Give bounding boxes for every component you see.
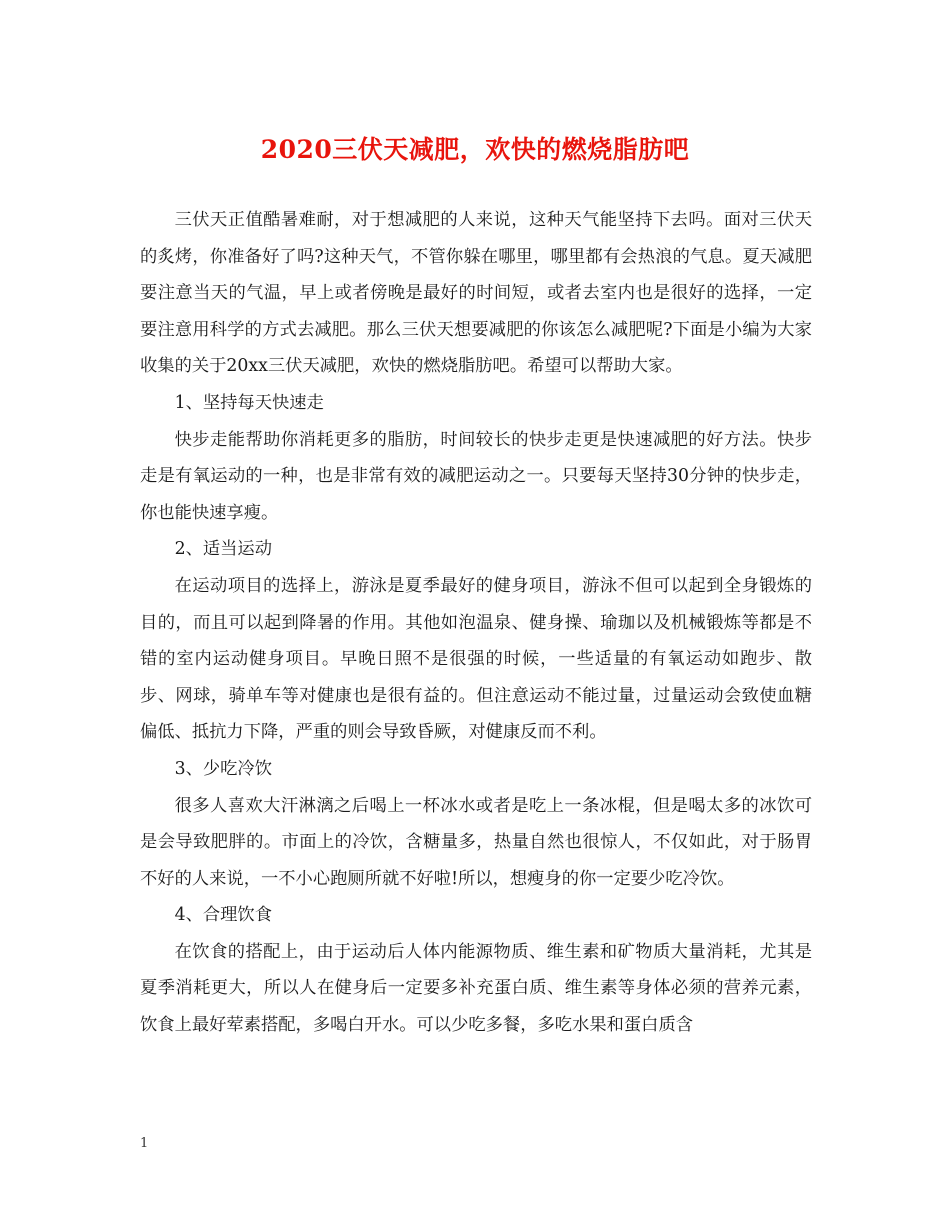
document-body <box>140 202 812 1044</box>
intro-paragraph: 三伏天正值酷暑难耐，对于想减肥的人来说，这种天气能坚持下去吗。面对三伏天的炙烤，你准备好了吗?这种天气，不管你躲在哪里，哪里都有会热浪的气息。夏天减肥要注意当天的气温，早上或者傍晚是最好的时间短，或者去室内也是很好的选择，一定要注意用科学的方式去减肥。那么三伏天想要减肥的你该怎么减肥呢?下面是小编为大家收集的关于20xx三伏天减肥，欢快的燃烧脂肪吧。希望可以帮助大家。 <box>140 210 812 377</box>
document-title: 2020三伏天减肥，欢快的燃烧脂肪吧 <box>260 135 690 164</box>
section-paragraph-3: 很多人喜欢大汗淋漓之后喝上一杯冰水或者是吃上一条冰棍，但是喝太多的冰饮可是会导致肥胖的。市面上的冷饮，含糖量多，热量自然也很惊人，不仅如此，对于肠胃不好的人来说，一不小心跑厕所就不好啦!所以，想瘦身的你一定要少吃冷饮。 <box>140 795 812 889</box>
section-paragraph-4: 在饮食的搭配上，由于运动后人体内能源物质、维生素和矿物质大量消耗，尤其是夏季消耗更大，所以人在健身后一定要多补充蛋白质、维生素等身体必须的营养元素，饮食上最好荤素搭配，多喝白开水。可以少吃多餐，多吃水果和蛋白质含 <box>140 941 812 1036</box>
section-heading-4: 4、合理饮食 <box>174 905 272 926</box>
section-paragraph-1: 快步走能帮助你消耗更多的脂肪，时间较长的快步走更是快速减肥的好方法。快步走是有氧运动的一种，也是非常有效的减肥运动之一。只要每天坚持30分钟的快步走，你也能快速享瘦。 <box>140 429 812 523</box>
page-number: 1 <box>140 1136 149 1151</box>
section-heading-3: 3、少吃冷饮 <box>174 758 272 779</box>
section-paragraph-2: 在运动项目的选择上，游泳是夏季最好的健身项目，游泳不但可以起到全身锻炼的目的，而且可以起到降暑的作用。其他如泡温泉、健身操、瑜珈以及机械锻炼等都是不错的室内运动健身项目。早晚日照不是很强的时候，一些适量的有氧运动如跑步、散步、网球，骑单车等对健康也是很有益的。但注意运动不能过量，过量运动会致使血糖偏低、抵抗力下降，严重的则会导致昏厥，对健康反而不利。 <box>140 575 812 743</box>
section-heading-2: 2、适当运动 <box>174 539 272 560</box>
section-heading-1: 1、坚持每天快速走 <box>174 392 324 413</box>
